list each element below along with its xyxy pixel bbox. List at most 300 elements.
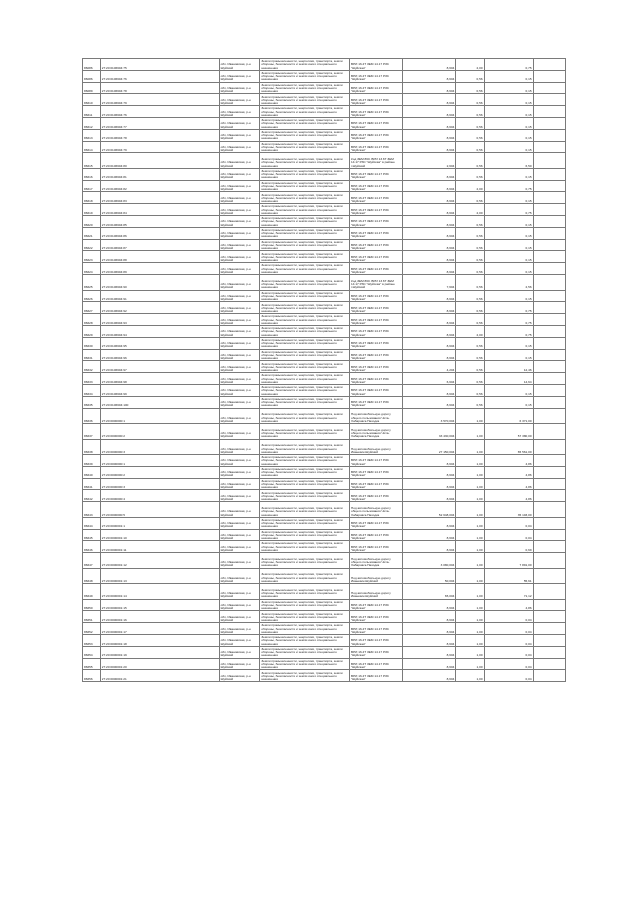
land-category-cell: Земли промышленности, энергетики, транспорта, земли обороны, безопасности и земли иного специального назначения [260, 251, 350, 263]
rate-cell: 0,56 [456, 70, 484, 82]
tax-amount-cell: 4,86 [484, 478, 533, 490]
rate-cell: 1,00 [456, 623, 484, 635]
tax-amount-cell: 14,64 [484, 373, 533, 385]
table-row [83, 541, 566, 553]
tax-amount-cell: 0,75 [484, 180, 533, 192]
rate-cell: 0,56 [456, 141, 484, 153]
cadastral-number-cell: 27:20:0106604:76 [100, 70, 219, 82]
address-cell: обл. Ивановская, р-н Шуйский [219, 396, 260, 408]
address-cell: обл. Ивановская, р-н Шуйский [219, 325, 260, 337]
table-row [83, 141, 566, 153]
rate-cell: 1,00 [456, 502, 484, 518]
table-row [83, 634, 566, 646]
land-category-cell: Земли промышленности, энергетики, транспорта, земли обороны, безопасности и земли иного специального назначения [260, 325, 350, 337]
area-cell: 8,604 [403, 517, 456, 529]
tax-amount-cell: 0,04 [484, 517, 533, 529]
permitted-use-cell: Под автомобильную дорогу общего пользования Чита-Хабаровск-Находка [350, 502, 403, 518]
rate-cell: 1,00 [456, 658, 484, 670]
land-category-cell: Земли промышленности, энергетики, транспорта, земли обороны, безопасности и земли иного специального назначения [260, 275, 350, 291]
table-row [83, 529, 566, 541]
tax-amount-cell: 0,15 [484, 396, 533, 408]
permitted-use-cell: ВРИ 16.4Т ЗЕМ 14.17 РЗС "Шуйская" [350, 361, 403, 373]
cadastral-number-cell: 27:20:0106604:87 [100, 239, 219, 251]
land-category-cell: Земли промышленности, энергетики, транспорта, земли обороны, безопасности и земли иного специального назначения [260, 529, 350, 541]
land-category-cell: Земли промышленности, энергетики, транспорта, земли обороны, безопасности и земли иного специального назначения [260, 314, 350, 326]
land-category-cell: Земли промышленности, энергетики, транспорта, земли обороны, безопасности и земли иного специального назначения [260, 153, 350, 169]
area-cell: 8,604 [403, 204, 456, 216]
land-category-cell: Земли промышленности, энергетики, транспорта, земли обороны, безопасности и земли иного специального назначения [260, 117, 350, 129]
rate-cell: 1,00 [456, 529, 484, 541]
cadastral-number-cell: 27:20:0106604:78 [100, 82, 219, 94]
empty-cell [533, 204, 565, 216]
cadastral-number-cell: 27:20:0106604:83 [100, 192, 219, 204]
area-cell: 8,604 [403, 490, 456, 502]
cadastral-number-cell: 27:20:0000000:4 [100, 490, 219, 502]
address-cell: обл. Ивановская, р-н Шуйский [219, 94, 260, 106]
land-category-cell: Земли промышленности, энергетики, транспорта, земли обороны, безопасности и земли иного специального назначения [260, 541, 350, 553]
table-row [83, 658, 566, 670]
empty-cell [533, 216, 565, 228]
permitted-use-cell: ВРИ 16.4Т ЗЕМ 14.17 РЗС "Шуйская" [350, 529, 403, 541]
land-category-cell: Земли промышленности, энергетики, транспорта, земли обороны, безопасности и земли иного специального назначения [260, 490, 350, 502]
row-id-cell: 86620 [83, 216, 101, 228]
tax-amount-cell: 71,12 [484, 584, 533, 600]
cadastral-number-cell: 27:20:0000000:3 [100, 478, 219, 490]
address-cell: обл. Ивановская, р-н Шуйский [219, 314, 260, 326]
land-category-cell: Земли промышленности, энергетики, транспорта, земли обороны, безопасности и земли иного специального назначения [260, 584, 350, 600]
tax-amount-cell: 2,56 [484, 275, 533, 291]
permitted-use-cell: ВРИ 16.4Т ЗЕМ 14.17 РЗС "Шуйская" [350, 180, 403, 192]
empty-cell [533, 529, 565, 541]
table-row [83, 251, 566, 263]
land-category-cell: Земли промышленности, энергетики, транспорта, земли обороны, безопасности и земли иного специального назначения [260, 670, 350, 682]
row-id-cell: 86643 [83, 502, 101, 518]
cadastral-number-cell: 27:20:0000000:5 [100, 502, 219, 518]
area-cell: 8,604 [403, 466, 456, 478]
row-id-cell: 86644 [83, 517, 101, 529]
permitted-use-cell: ВРИ 16.4Т ЗЕМ 14.17 РЗС "Шуйская" [350, 670, 403, 682]
rate-cell: 1,00 [456, 517, 484, 529]
row-id-cell: 86651 [83, 611, 101, 623]
empty-cell [533, 466, 565, 478]
address-cell: обл. Ивановская, р-н Шуйский [219, 553, 260, 569]
tax-amount-cell: 0,15 [484, 239, 533, 251]
permitted-use-cell: ВРИ 16.4Т ЗЕМ 14.17 РЗС "Шуйская" [350, 517, 403, 529]
rate-cell: 0,56 [456, 129, 484, 141]
tax-amount-cell: 0,15 [484, 82, 533, 94]
land-category-cell: Земли промышленности, энергетики, транспорта, земли обороны, безопасности и земли иного специального назначения [260, 634, 350, 646]
row-id-cell: 86617 [83, 180, 101, 192]
cadastral-number-cell: 27:20:0000000:3 [100, 439, 219, 455]
tax-amount-cell: 0,75 [484, 204, 533, 216]
land-category-cell: Земли промышленности, энергетики, транспорта, земли обороны, безопасности и земли иного специального назначения [260, 129, 350, 141]
empty-cell [533, 168, 565, 180]
address-cell: обл. Ивановская, р-н Шуйский [219, 361, 260, 373]
land-category-cell: Земли промышленности, энергетики, транспорта, земли обороны, безопасности и земли иного специального назначения [260, 455, 350, 467]
permitted-use-cell: ВРИ 16.4Т ЗЕМ 14.17 РЗС "Шуйская" [350, 646, 403, 658]
address-cell: обл. Ивановская, р-н Шуйский [219, 529, 260, 541]
address-cell: обл. Ивановская, р-н Шуйский [219, 646, 260, 658]
permitted-use-cell: ВРИ 16.4Т ЗЕМ 14.17 РЗС "Шуйская" [350, 466, 403, 478]
row-id-cell: 86635 [83, 396, 101, 408]
row-id-cell: 86615 [83, 153, 101, 169]
land-category-cell: Земли промышленности, энергетики, транспорта, земли обороны, безопасности и земли иного специального назначения [260, 361, 350, 373]
area-cell: 8,604 [403, 106, 456, 118]
rate-cell: 0,56 [456, 373, 484, 385]
table-row [83, 337, 566, 349]
rate-cell: 2,00 [456, 180, 484, 192]
address-cell: обл. Ивановская, р-н Шуйский [219, 337, 260, 349]
table-row [83, 439, 566, 455]
address-cell: обл. Ивановская, р-н Шуйский [219, 168, 260, 180]
row-id-cell: 86614 [83, 141, 101, 153]
row-id-cell: 86629 [83, 325, 101, 337]
table-row [83, 106, 566, 118]
cadastral-number-cell: 27:20:0000001:1 [100, 517, 219, 529]
row-id-cell: 86646 [83, 541, 101, 553]
land-category-cell: Земли промышленности, энергетики, транспорта, земли обороны, безопасности и земли иного специального назначения [260, 396, 350, 408]
rate-cell: 0,56 [456, 192, 484, 204]
address-cell: обл. Ивановская, р-н Шуйский [219, 584, 260, 600]
address-cell: обл. Ивановская, р-н Шуйский [219, 466, 260, 478]
empty-cell [533, 502, 565, 518]
tax-amount-cell: 7 891,00 [484, 553, 533, 569]
tax-amount-cell: 0,04 [484, 634, 533, 646]
land-category-cell: Земли промышленности, энергетики, транспорта, земли обороны, безопасности и земли иного специального назначения [260, 517, 350, 529]
row-id-cell: 86638 [83, 439, 101, 455]
land-category-cell: Земли промышленности, энергетики, транспорта, земли обороны, безопасности и земли иного специального назначения [260, 180, 350, 192]
cadastral-number-cell: 27:20:0000001:10 [100, 529, 219, 541]
table-row [83, 204, 566, 216]
area-cell: 8,604 [403, 455, 456, 467]
rate-cell: 1,00 [456, 478, 484, 490]
row-id-cell: 86636 [83, 408, 101, 424]
area-cell: 8,604 [403, 314, 456, 326]
cadastral-number-cell: 27:20:0000001:18 [100, 634, 219, 646]
row-id-cell: 86641 [83, 478, 101, 490]
address-cell: обл. Ивановская, р-н Шуйский [219, 117, 260, 129]
permitted-use-cell: Под автомобильную дорогу Ивановск-Шуйский [350, 439, 403, 455]
empty-cell [533, 302, 565, 314]
cadastral-number-cell: 27:20:0000000:2 [100, 466, 219, 478]
address-cell: обл. Ивановская, р-н Шуйский [219, 216, 260, 228]
row-id-cell: 86618 [83, 192, 101, 204]
tax-amount-cell: 0,15 [484, 70, 533, 82]
table-row [83, 373, 566, 385]
address-cell: обл. Ивановская, р-н Шуйский [219, 263, 260, 275]
area-cell: 8,604 [403, 239, 456, 251]
area-cell: 8,604 [403, 263, 456, 275]
rate-cell: 1,00 [456, 599, 484, 611]
rate-cell: 0,56 [456, 337, 484, 349]
land-category-cell: Земли промышленности, энергетики, транспорта, земли обороны, безопасности и земли иного специального назначения [260, 658, 350, 670]
cadastral-number-cell: 27:20:0106604:85 [100, 216, 219, 228]
tax-amount-cell: 0,15 [484, 263, 533, 275]
rate-cell: 0,56 [456, 263, 484, 275]
table-row [83, 517, 566, 529]
row-id-cell: 86626 [83, 290, 101, 302]
area-cell: 8,604 [403, 325, 456, 337]
empty-cell [533, 384, 565, 396]
area-cell: 8,604 [403, 634, 456, 646]
row-id-cell: 86624 [83, 263, 101, 275]
table-row [83, 568, 566, 584]
permitted-use-cell: ВРИ 16.4Т ЗЕМ 14.17 РЗС "Шуйская" [350, 129, 403, 141]
table-row [83, 82, 566, 94]
cadastral-number-cell: 27:20:0106604:99 [100, 384, 219, 396]
empty-cell [533, 59, 565, 71]
tax-amount-cell: 4,86 [484, 466, 533, 478]
cadastral-number-cell: 27:20:0106604:86 [100, 227, 219, 239]
tax-amount-cell: 0,75 [484, 302, 533, 314]
address-cell: обл. Ивановская, р-н Шуйский [219, 517, 260, 529]
area-cell: 3 570,004 [403, 408, 456, 424]
permitted-use-cell: ВРИ 16.4Т ЗЕМ 14.17 РЗС "Шуйская" [350, 204, 403, 216]
tax-amount-cell: 0,75 [484, 314, 533, 326]
cadastral-number-cell: 27:20:0106604:82 [100, 180, 219, 192]
row-id-cell: 86652 [83, 623, 101, 635]
land-category-cell: Земли промышленности, энергетики, транспорта, земли обороны, безопасности и земли иного специального назначения [260, 239, 350, 251]
rate-cell: 1,00 [456, 424, 484, 440]
empty-cell [533, 227, 565, 239]
land-category-cell: Земли промышленности, энергетики, транспорта, земли обороны, безопасности и земли иного специального назначения [260, 439, 350, 455]
table-row [83, 227, 566, 239]
tax-amount-cell: 0,15 [484, 141, 533, 153]
cadastral-number-cell: 27:20:0106604:79 [100, 94, 219, 106]
land-category-cell: Земли промышленности, энергетики, транспорта, земли обороны, безопасности и земли иного специального назначения [260, 168, 350, 180]
area-cell: 4,204 [403, 361, 456, 373]
empty-cell [533, 584, 565, 600]
area-cell: 3 080,004 [403, 553, 456, 569]
row-id-cell: 86622 [83, 239, 101, 251]
row-id-cell: 86628 [83, 314, 101, 326]
cadastral-number-cell: 27:20:0000001:12 [100, 553, 219, 569]
table-row [83, 302, 566, 314]
cadastral-number-cell: 27:20:0106604:77 [100, 117, 219, 129]
permitted-use-cell: ВРИ 16.4Т ЗЕМ 14.17 РЗС "Шуйская" [350, 478, 403, 490]
area-cell: 8,604 [403, 529, 456, 541]
address-cell: обл. Ивановская, р-н Шуйский [219, 384, 260, 396]
table-row [83, 263, 566, 275]
table-row [83, 502, 566, 518]
area-cell: 8,604 [403, 117, 456, 129]
address-cell: обл. Ивановская, р-н Шуйский [219, 373, 260, 385]
empty-cell [533, 439, 565, 455]
tax-amount-cell: 57 380,00 [484, 424, 533, 440]
empty-cell [533, 455, 565, 467]
area-cell: 27 150,004 [403, 439, 456, 455]
cadastral-number-cell: 27:20:0000001:20 [100, 658, 219, 670]
empty-cell [533, 70, 565, 82]
rate-cell: 1,00 [456, 439, 484, 455]
land-category-cell: Земли промышленности, энергетики, транспорта, земли обороны, безопасности и земли иного специального назначения [260, 553, 350, 569]
land-category-cell: Земли промышленности, энергетики, транспорта, земли обороны, безопасности и земли иного специального назначения [260, 408, 350, 424]
land-category-cell: Земли промышленности, энергетики, транспорта, земли обороны, безопасности и земли иного специального назначения [260, 263, 350, 275]
empty-cell [533, 634, 565, 646]
row-id-cell: 86610 [83, 94, 101, 106]
table-row [83, 424, 566, 440]
address-cell: обл. Ивановская, р-н Шуйский [219, 70, 260, 82]
rate-cell: 2,00 [456, 59, 484, 71]
empty-cell [533, 568, 565, 584]
area-cell: 8,604 [403, 129, 456, 141]
permitted-use-cell: ВРИ 16.4Т ЗЕМ 14.17 РЗС "Шуйская" [350, 302, 403, 314]
table-row [83, 314, 566, 326]
row-id-cell: 86656 [83, 670, 101, 682]
rate-cell: 1,00 [456, 466, 484, 478]
address-cell: обл. Ивановская, р-н Шуйский [219, 204, 260, 216]
permitted-use-cell: ВРИ 16.4Т ЗЕМ 14.17 РЗС "Шуйская" [350, 239, 403, 251]
row-id-cell: 86625 [83, 275, 101, 291]
address-cell: обл. Ивановская, р-н Шуйский [219, 106, 260, 118]
permitted-use-cell: ВРИ 16.4Т ЗЕМ 14.17 РЗС "Шуйская" [350, 599, 403, 611]
area-cell: 8,604 [403, 82, 456, 94]
address-cell: обл. Ивановская, р-н Шуйский [219, 478, 260, 490]
permitted-use-cell: ВРИ 16.4Т ЗЕМ 14.17 РЗС "Шуйская" [350, 623, 403, 635]
empty-cell [533, 553, 565, 569]
tax-amount-cell: 12,46 [484, 361, 533, 373]
permitted-use-cell: ВРИ 16.4Т ЗЕМ 14.17 РЗС "Шуйская" [350, 227, 403, 239]
land-category-cell: Земли промышленности, энергетики, транспорта, земли обороны, безопасности и земли иного специального назначения [260, 646, 350, 658]
address-cell: обл. Ивановская, р-н Шуйский [219, 349, 260, 361]
rate-cell: 0,56 [456, 349, 484, 361]
land-category-cell: Земли промышленности, энергетики, транспорта, земли обороны, безопасности и земли иного специального назначения [260, 349, 350, 361]
row-id-cell: 86634 [83, 384, 101, 396]
table-row [83, 623, 566, 635]
cadastral-number-cell: 27:20:0106604:89 [100, 263, 219, 275]
land-category-cell: Земли промышленности, энергетики, транспорта, земли обороны, безопасности и земли иного специального назначения [260, 424, 350, 440]
area-cell: 8,604 [403, 70, 456, 82]
land-category-cell: Земли промышленности, энергетики, транспорта, земли обороны, безопасности и земли иного специального назначения [260, 337, 350, 349]
empty-cell [533, 275, 565, 291]
address-cell: обл. Ивановская, р-н Шуйский [219, 439, 260, 455]
address-cell: обл. Ивановская, р-н Шуйский [219, 153, 260, 169]
rate-cell: 1,00 [456, 670, 484, 682]
empty-cell [533, 251, 565, 263]
tax-amount-cell: 0,15 [484, 337, 533, 349]
cadastral-number-cell: 27:20:0106604:100 [100, 396, 219, 408]
area-cell: 65,004 [403, 584, 456, 600]
tax-amount-cell: 0,15 [484, 94, 533, 106]
row-id-cell: 86639 [83, 455, 101, 467]
table-row [83, 290, 566, 302]
permitted-use-cell: ВРИ 16.4Т ЗЕМ 14.17 РЗС "Шуйская" [350, 455, 403, 467]
area-cell: 8,604 [403, 216, 456, 228]
cadastral-number-cell: 27:20:0106604:97 [100, 361, 219, 373]
empty-cell [533, 349, 565, 361]
area-cell: 8,604 [403, 141, 456, 153]
area-cell: 8,604 [403, 349, 456, 361]
cadastral-number-cell: 27:20:0000001:21 [100, 670, 219, 682]
row-id-cell: 86637 [83, 424, 101, 440]
empty-cell [533, 478, 565, 490]
cadastral-number-cell: 27:20:0000001:11 [100, 541, 219, 553]
tax-amount-cell: 0,75 [484, 325, 533, 337]
table-row [83, 349, 566, 361]
rate-cell: 1,00 [456, 646, 484, 658]
empty-cell [533, 180, 565, 192]
address-cell: обл. Ивановская, р-н Шуйский [219, 568, 260, 584]
land-category-cell: Земли промышленности, энергетики, транспорта, земли обороны, безопасности и земли иного специального назначения [260, 373, 350, 385]
tax-amount-cell: 6 371,00 [484, 408, 533, 424]
row-id-cell: 86621 [83, 227, 101, 239]
area-cell: 8,604 [403, 670, 456, 682]
permitted-use-cell: ВРИ 16.4Т ЗЕМ 14.17 РЗС "Шуйская" [350, 314, 403, 326]
rate-cell: 0,56 [456, 216, 484, 228]
cadastral-number-cell: 27:20:0106604:94 [100, 325, 219, 337]
area-cell: 8,604 [403, 337, 456, 349]
tax-amount-cell: 0,75 [484, 59, 533, 71]
tax-amount-cell: 35 103,00 [484, 502, 533, 518]
empty-cell [533, 490, 565, 502]
table-row [83, 611, 566, 623]
row-id-cell: 86616 [83, 168, 101, 180]
area-cell: 7,604 [403, 275, 456, 291]
table-row [83, 466, 566, 478]
cadastral-number-cell: 27:20:0106604:91 [100, 290, 219, 302]
tax-amount-cell: 0,15 [484, 216, 533, 228]
tax-amount-cell: 6,50 [484, 153, 533, 169]
address-cell: обл. Ивановская, р-н Шуйский [219, 408, 260, 424]
land-category-cell: Земли промышленности, энергетики, транспорта, земли обороны, безопасности и земли иного специального назначения [260, 204, 350, 216]
area-cell: 8,604 [403, 623, 456, 635]
tax-amount-cell: 0,04 [484, 658, 533, 670]
empty-cell [533, 396, 565, 408]
cadastral-number-cell: 27:20:0000000:1 [100, 455, 219, 467]
row-id-cell: 86648 [83, 568, 101, 584]
address-cell: обл. Ивановская, р-н Шуйский [219, 658, 260, 670]
permitted-use-cell: Под автомобильную дорогу Ивановск-Шуйский [350, 568, 403, 584]
tax-amount-cell: 55,61 [484, 568, 533, 584]
area-cell: 8,604 [403, 290, 456, 302]
area-cell: 8,604 [403, 646, 456, 658]
row-id-cell: 86633 [83, 373, 101, 385]
area-cell: 50,004 [403, 568, 456, 584]
address-cell: обл. Ивановская, р-н Шуйский [219, 290, 260, 302]
area-cell: 8,604 [403, 168, 456, 180]
tax-amount-cell: 4,86 [484, 455, 533, 467]
row-id-cell: 86645 [83, 529, 101, 541]
tax-amount-cell: 0,69 [484, 541, 533, 553]
area-cell: 6,604 [403, 373, 456, 385]
land-category-cell: Земли промышленности, энергетики, транспорта, земли обороны, безопасности и земли иного специального назначения [260, 302, 350, 314]
rate-cell: 0,56 [456, 94, 484, 106]
permitted-use-cell: ВРИ 16.4Т ЗЕМ 14.17 РЗС "Шуйская" [350, 59, 403, 71]
permitted-use-cell: ВРИ 16.4Т ЗЕМ 14.17 РЗС "Шуйская" [350, 634, 403, 646]
table-row [83, 646, 566, 658]
permitted-use-cell: ВРИ 16.4Т ЗЕМ 14.17 РЗС "Шуйская" [350, 490, 403, 502]
tax-amount-cell: 0,15 [484, 129, 533, 141]
permitted-use-cell: Под автомобильную дорогу Ивановск-Шуйский [350, 584, 403, 600]
area-cell: 8,604 [403, 396, 456, 408]
row-id-cell: 86086 [83, 70, 101, 82]
cadastral-number-cell: 27:20:0106604:93 [100, 314, 219, 326]
empty-cell [533, 373, 565, 385]
area-cell: 8,604 [403, 541, 456, 553]
row-id-cell: 86613 [83, 129, 101, 141]
rate-cell: 0,56 [456, 251, 484, 263]
row-id-cell: 86653 [83, 634, 101, 646]
cadastral-number-cell: 27:20:0106604:78 [100, 129, 219, 141]
area-cell: 8,604 [403, 251, 456, 263]
permitted-use-cell: ВРИ 16.4Т ЗЕМ 14.17 РЗС "Шуйская" [350, 263, 403, 275]
rate-cell: 0,56 [456, 168, 484, 180]
address-cell: обл. Ивановская, р-н Шуйский [219, 82, 260, 94]
tax-amount-cell: 4,86 [484, 599, 533, 611]
cadastral-number-cell: 27:20:0106604:88 [100, 251, 219, 263]
row-id-cell: 86627 [83, 302, 101, 314]
cadastral-number-cell: 27:20:0106604:79 [100, 141, 219, 153]
